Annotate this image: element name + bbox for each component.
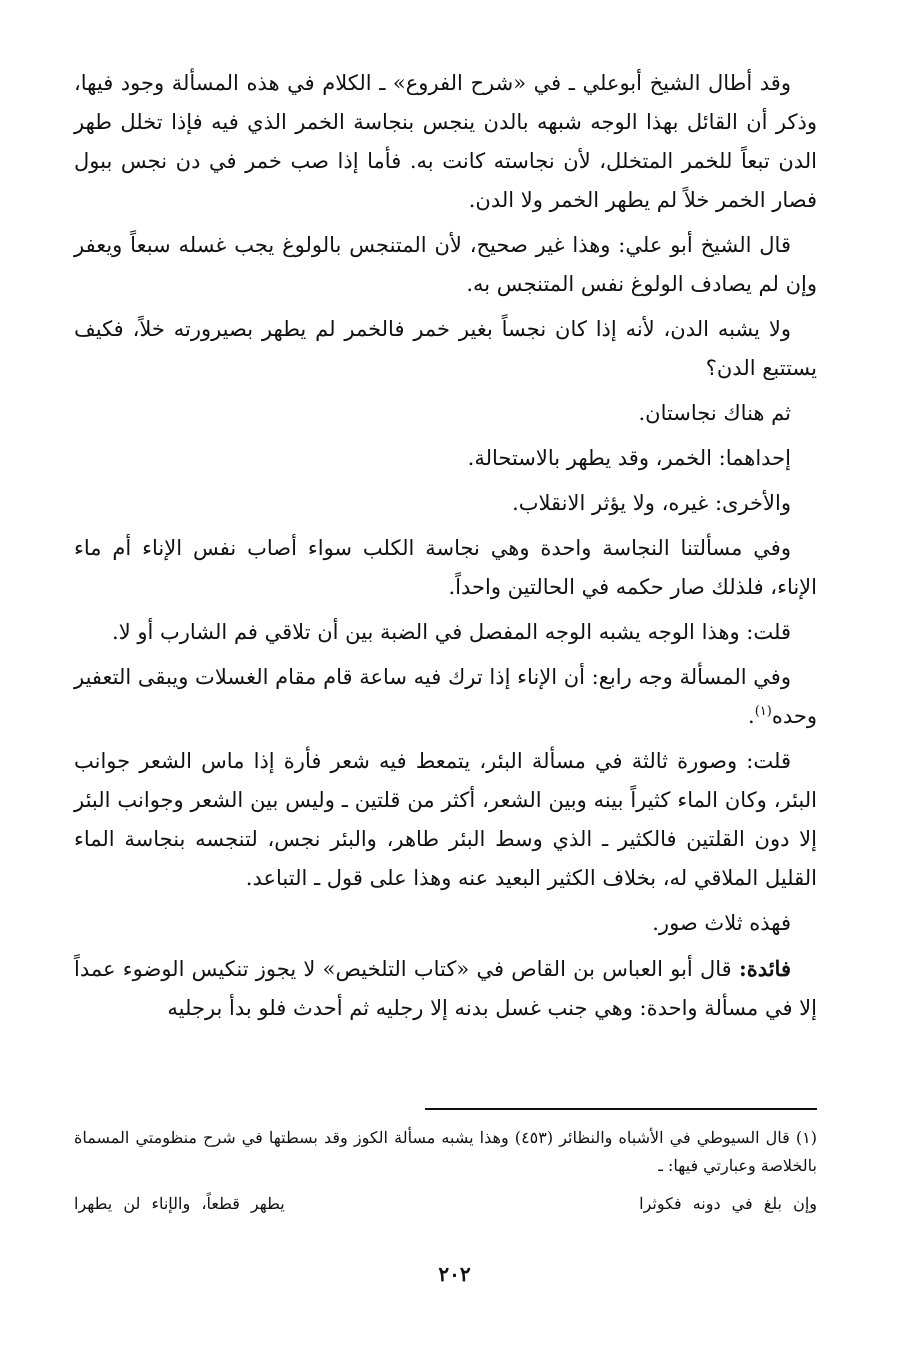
verse-second-hemistich: يطهر قطعاً، والإناء لن يطهرا (74, 1194, 285, 1213)
main-text (74, 64, 817, 1034)
paragraph-2: قال الشيخ أبو علي: وهذا غير صحيح، لأن المتنجس بالولوغ يجب غسله سبعاً ويعفر وإن لم يصادف الولوغ نفس المتنجس به. (74, 233, 817, 296)
verse-first-hemistich: وإن بلغ في دونه فكوثرا (639, 1194, 817, 1213)
paragraph-8: قلت: وهذا الوجه يشبه الوجه المفصل في الضبة بين أن تلاقي فم الشارب أو لا. (112, 620, 791, 644)
footnote-marker[interactable]: (١) (754, 704, 772, 719)
faida-label: فائدة: (738, 956, 791, 981)
footnote-verse (74, 1190, 817, 1218)
paragraph-9 (74, 658, 817, 736)
paragraph-1: وقد أطال الشيخ أبوعلي ـ في «شرح الفروع» ـ الكلام في هذه المسألة وجود فيها، وذكر أن القائل بهذا الوجه شبهه بالدن ينجس بنجاسة الخمر الذي فيه فإذا تخلل طهر الدن تبعاً للخمر المتخلل، لأن نجاسته كانت به. فأما إذا صب خمر في دن نجس ببول فصار الخمر خلاً لم يطهر الخمر ولا الدن. (74, 71, 817, 212)
footnotes (74, 1124, 817, 1218)
paragraph-7: وفي مسألتنا النجاسة واحدة وهي نجاسة الكلب سواء أصاب نفس الإناء أم ماء الإناء، فلذلك صار حكمه في الحالتين واحداً. (74, 536, 817, 599)
paragraph-4: ثم هناك نجاستان. (638, 401, 791, 425)
paragraph-11: فهذه ثلاث صور. (652, 911, 791, 935)
paragraph-9-text: وفي المسألة وجه رابع: أن الإناء إذا ترك فيه ساعة قام مقام الغسلات ويبقى التعفير وحده (74, 665, 817, 728)
paragraph-5: إحداهما: الخمر، وقد يطهر بالاستحالة. (467, 446, 791, 470)
page-number: ٢٠٢ (438, 1262, 471, 1286)
paragraph-6: والأخرى: غيره، ولا يؤثر الانقلاب. (512, 491, 791, 515)
paragraph-12 (74, 949, 817, 1028)
paragraph-12-text: قال أبو العباس بن القاص في «كتاب التلخيص» لا يجوز تنكيس الوضوء عمداً إلا في مسألة واحدة: وهي جنب غسل بدنه إلا رجليه ثم أحدث فلو بدأ برجليه (74, 957, 817, 1020)
paragraph-10: قلت: وصورة ثالثة في مسألة البئر، يتمعط فيه شعر فأرة إذا ماس الشعر جوانب البئر، وكان الماء كثيراً بينه وبين الشعر، أكثر من قلتين ـ وليس بين الشعر وجوانب البئر إلا دون القلتين فالكثير ـ الذي وسط البئر طاهر، والبئر نجس، لتنجسه بنجاسة الماء القليل الملاقي له، بخلاف الكثير البعيد عنه وهذا على قول ـ التباعد. (74, 749, 817, 890)
footnote-1: (١) قال السيوطي في الأشباه والنظائر (٤٥٣) وهذا يشبه مسألة الكوز وقد بسطتها في شرح منظومتي المسماة بالخلاصة وعبارتي فيها: ـ (74, 1128, 818, 1175)
paragraph-3: ولا يشبه الدن، لأنه إذا كان نجساً بغير خمر فالخمر لم يطهر بصيرورته خلاً، فكيف يستتبع الدن؟ (74, 317, 817, 380)
footnote-separator (425, 1108, 817, 1110)
paragraph-9-end: . (748, 704, 755, 728)
